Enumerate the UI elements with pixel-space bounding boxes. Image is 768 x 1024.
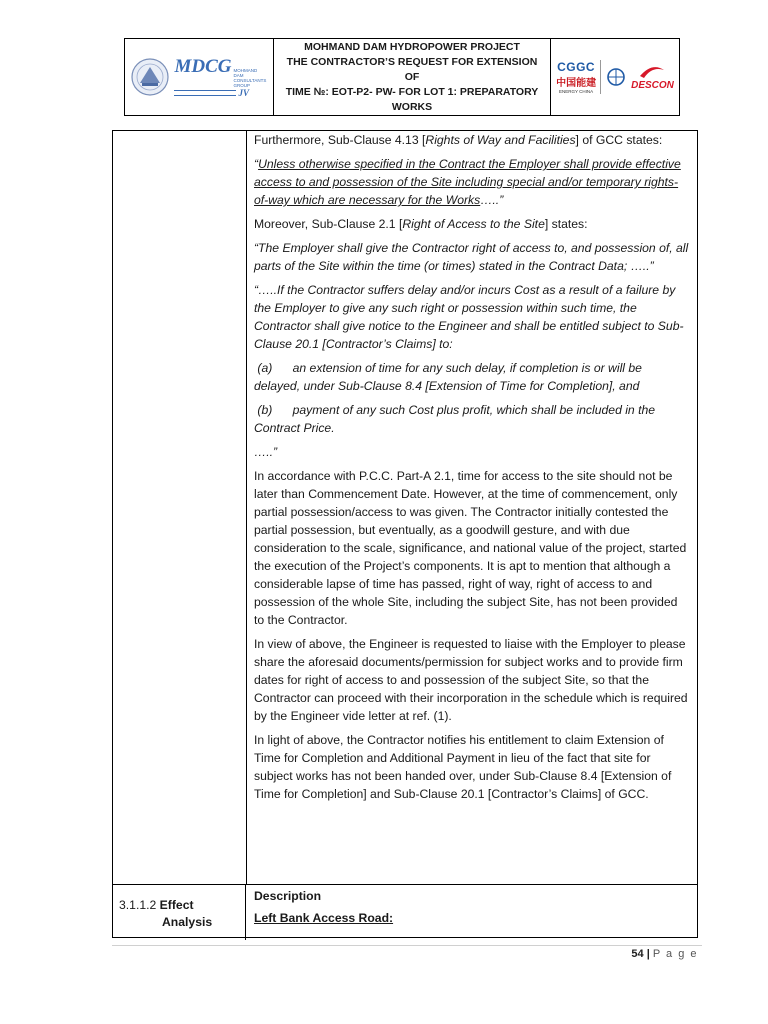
document-title	[274, 39, 551, 115]
left-bank-access-road-heading: Left Bank Access Road:	[254, 911, 394, 925]
clause-item-b: (b) payment of any such Cost plus profit, which shall be included in the Contract Price.	[254, 403, 659, 435]
page-separator: |	[646, 948, 650, 960]
title-line: TIME №: EOT-P2- PW- FOR LOT 1: PREPARATORY	[285, 85, 539, 98]
paragraph: In light of above, the Contractor notifies his entitlement to claim Extension of Time for Completion and Additional Payment in lieu of the fact that site for subject works has not been handed over, under Sub-Clause 8.4 [Extension of Time for Completion] and Sub-Clause 20.1 [Contractor’s Claims] of GCC.	[254, 733, 672, 801]
page-label: P a g e	[652, 948, 698, 960]
consultant-logo-subtext: MOHMAND DAM CONSULTANTS GROUP	[233, 68, 267, 88]
contractor-logos	[551, 39, 679, 115]
section-label	[113, 885, 246, 940]
quoted-clause: “The Employer shall give the Contractor right of access to, and possession of, all parts of the Site within the time (or times) stated in the Contract Data; …..”	[254, 241, 689, 273]
quoted-clause: “…..If the Contractor suffers delay and/or incurs Cost as a result of a failure by the Employer to give any such right or possession within such time, the Contractor shall give notice to the Engineer and shall be entitled subject to Sub-Clause 20.1 [Contractor’s Claims] to:	[254, 283, 684, 351]
paragraph: In accordance with P.C.C. Part-A 2.1, time for access to the site should not be later than Commencement Date. However, at the time of commencement, only partial possession/access to was given. The Contractor initially contested the partial possession, but eventually, as a goodwill gesture, and with due consideration to the scale, significance, and national value of the project, started the execution of the Project’s components. It is apt to mention that although a considerable lapse of time has passed, right of way, right of access to and possession of the whole Site, including the subject Site, has not been provided to the Contractor.	[254, 469, 687, 627]
consultant-logo-text: MDCG	[174, 56, 232, 77]
cggc-globe-icon	[605, 67, 627, 87]
table-left-column	[113, 131, 247, 885]
page-header	[124, 38, 680, 116]
quote-ellipsis: …..”	[254, 445, 278, 459]
energy-china-cn-text: 中国能建	[556, 78, 597, 89]
page-number: 54	[631, 948, 644, 960]
consultant-logo-jv: JV	[238, 88, 249, 98]
cggc-logo-text: CGGC	[557, 60, 596, 74]
section-label-line-2: Analysis	[162, 915, 213, 929]
paragraph: Moreover, Sub-Clause 2.1 [Right of Access to the Site] states:	[254, 217, 588, 231]
quoted-clause: “Unless otherwise specified in the Contract the Employer shall provide effective access to and possession of the Site including special and/or temporary rights-of-way which are necessary for the Works…..”	[254, 157, 681, 207]
energy-china-text: ENERGY CHINA	[559, 89, 594, 94]
page-footer	[631, 948, 698, 960]
descon-swoosh-icon	[638, 64, 666, 80]
paragraph: Furthermore, Sub-Clause 4.13 [Rights of Way and Facilities] of GCC states:	[254, 133, 663, 147]
descon-logo-text: DESCON	[631, 79, 674, 91]
title-line: WORKS	[391, 100, 433, 113]
consultant-emblem-icon	[130, 57, 170, 97]
table-right-column	[247, 131, 697, 885]
clause-item-a: (a) an extension of time for any such delay, if completion is or will be delayed, under Sub-Clause 8.4 [Extension of Time for Completion], and	[254, 361, 646, 393]
description-heading: Description	[254, 889, 322, 903]
section-number: 3.1.1.2	[119, 898, 157, 912]
section-row	[113, 884, 697, 940]
content-table	[112, 130, 698, 938]
section-label-line-1: Effect	[159, 898, 194, 912]
title-line: MOHMAND DAM HYDROPOWER PROJECT	[304, 40, 520, 53]
footer-divider	[112, 945, 702, 946]
paragraph: In view of above, the Engineer is requested to liaise with the Employer to please share the aforesaid documents/permission for subject works and to provide firm dates for right of access to and possession of the subject Site, so that the Contractor can proceed with their incorporation in the schedule which is required by the Engineer vide letter at ref. (1).	[254, 637, 688, 723]
title-line: THE CONTRACTOR’S REQUEST FOR EXTENSION OF	[286, 55, 538, 83]
consultant-logo	[125, 39, 274, 115]
section-description	[247, 885, 697, 940]
